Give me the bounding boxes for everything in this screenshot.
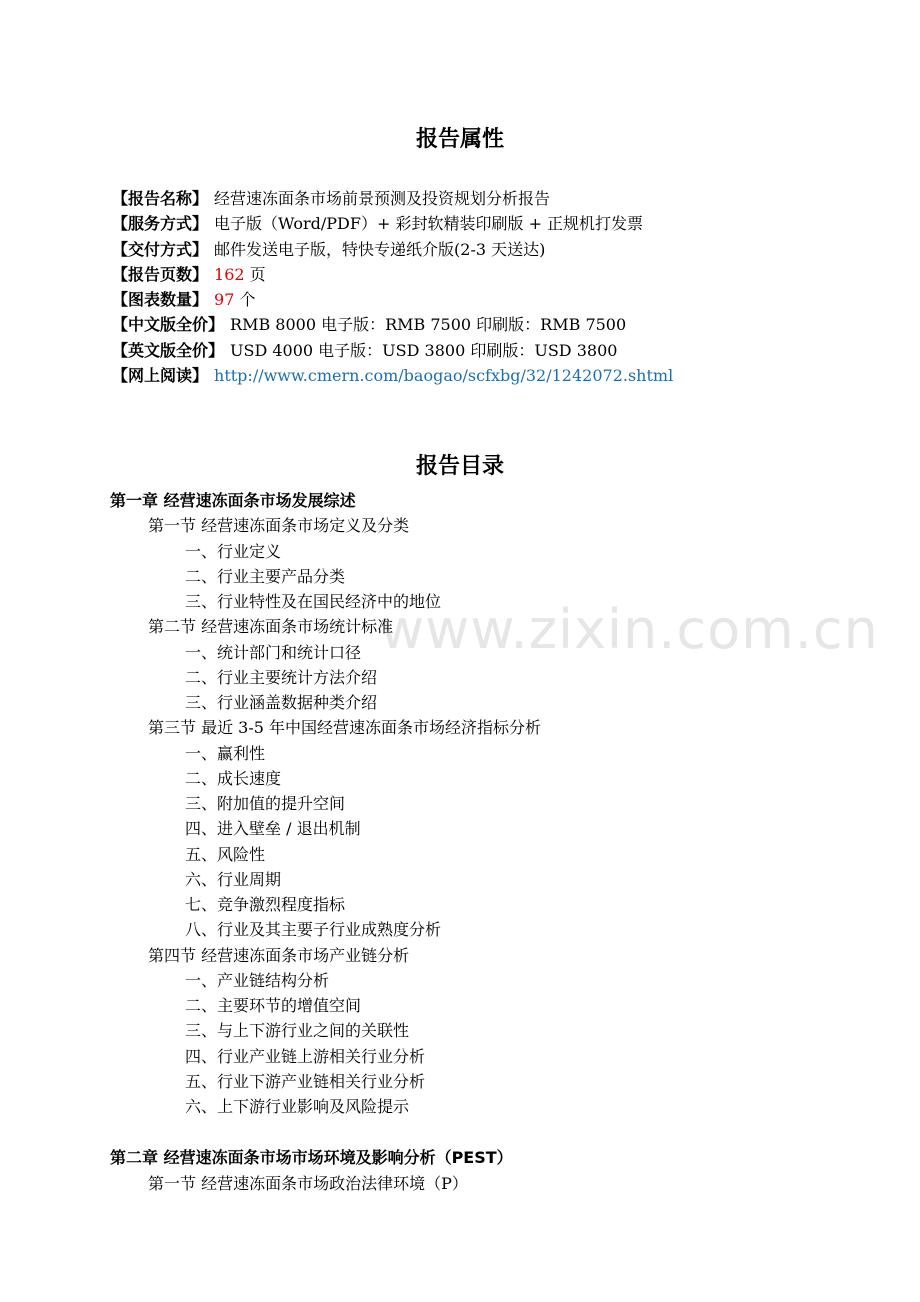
watermark: www.zixin.com.cn [380, 598, 879, 661]
toc-subsection: 三、行业特性及在国民经济中的地位 [185, 592, 442, 611]
attr-value: RMB 8000 电子版：RMB 7500 印刷版：RMB 7500 [230, 315, 627, 335]
toc-subsection: 二、成长速度 [185, 768, 282, 788]
toc-subsection: 四、行业产业链上游相关行业分析 [185, 1046, 426, 1066]
attr-key: 【报告页数】 [112, 264, 209, 284]
toc-subsection: 二、主要环节的增值空间 [185, 996, 362, 1015]
toc-subsection: 三、行业涵盖数据种类介绍 [185, 693, 378, 712]
attr-value: 邮件发送电子版，特快专递纸介版(2-3 天送达) [214, 239, 546, 259]
toc-section: 第四节 经营速冻面条市场产业链分析 [148, 945, 410, 965]
attr-value: 电子版（Word/PDF）+ 彩封软精装印刷版 + 正规机打发票 [214, 214, 644, 234]
attr-service-mode [112, 211, 673, 236]
toc-subsection: 五、行业下游产业链相关行业分析 [185, 1071, 426, 1091]
online-reading-link[interactable]: http://www.cmern.com/baogao/scfxbg/32/1242072.shtml [214, 366, 674, 386]
table-of-contents-title: 报告目录 [415, 454, 504, 479]
toc-subsection: 六、上下游行业影响及风险提示 [185, 1097, 410, 1116]
attr-cn-price [112, 312, 673, 337]
toc-subsection: 七、竞争激烈程度指标 [185, 895, 346, 914]
toc-subsection: 三、与上下游行业之间的关联性 [185, 1021, 410, 1041]
toc-subsection: 八、行业及其主要子行业成熟度分析 [185, 920, 442, 940]
toc-chapter: 第二章 经营速冻面条市场市场环境及影响分析（PEST） [110, 1148, 513, 1168]
toc-subsection: 四、进入壁垒 / 退出机制 [185, 819, 361, 839]
attr-page-count [112, 262, 673, 287]
toc-section: 第二节 经营速冻面条市场统计标准 [148, 617, 394, 637]
table-of-contents [110, 488, 810, 1196]
toc-subsection: 二、行业主要产品分类 [185, 566, 346, 586]
attr-value: 162 [214, 264, 245, 284]
attr-value: 97 [214, 290, 235, 310]
toc-subsection: 六、行业周期 [185, 869, 282, 889]
toc-chapter: 第一章 经营速冻面条市场发展综述 [110, 491, 356, 510]
attr-online-reading [112, 363, 673, 388]
attr-key: 【交付方式】 [112, 239, 209, 259]
attr-en-price [112, 338, 673, 363]
attr-key: 【报告名称】 [112, 189, 209, 208]
toc-subsection: 二、行业主要统计方法介绍 [185, 667, 378, 687]
toc-subsection: 一、赢利性 [185, 743, 266, 763]
report-attributes [112, 186, 673, 388]
attr-key: 【英文版全价】 [112, 340, 225, 360]
attr-delivery-mode [112, 237, 673, 262]
attr-report-name [112, 186, 673, 211]
attr-value: USD 4000 电子版：USD 3800 印刷版：USD 3800 [230, 340, 618, 360]
toc-subsection: 三、附加值的提升空间 [185, 794, 346, 813]
toc-subsection: 一、统计部门和统计口径 [185, 642, 362, 662]
attr-key: 【网上阅读】 [112, 366, 209, 386]
report-attributes-title: 报告属性 [415, 127, 504, 152]
toc-subsection: 一、行业定义 [185, 541, 282, 561]
attr-key: 【服务方式】 [112, 214, 209, 234]
toc-subsection: 一、产业链结构分析 [185, 970, 330, 990]
attr-unit: 个 [239, 290, 256, 310]
toc-section: 第三节 最近 3-5 年中国经营速冻面条市场经济指标分析 [148, 718, 542, 738]
attr-value: 经营速冻面条市场前景预测及投资规划分析报告 [214, 189, 551, 208]
attr-unit: 页 [249, 264, 266, 284]
attr-key: 【中文版全价】 [112, 315, 225, 335]
toc-section: 第一节 经营速冻面条市场定义及分类 [148, 516, 410, 536]
attr-chart-count [112, 287, 673, 312]
attr-key: 【图表数量】 [112, 290, 209, 310]
toc-subsection: 五、风险性 [185, 844, 266, 864]
toc-section: 第一节 经营速冻面条市场政治法律环境（P） [148, 1173, 468, 1193]
